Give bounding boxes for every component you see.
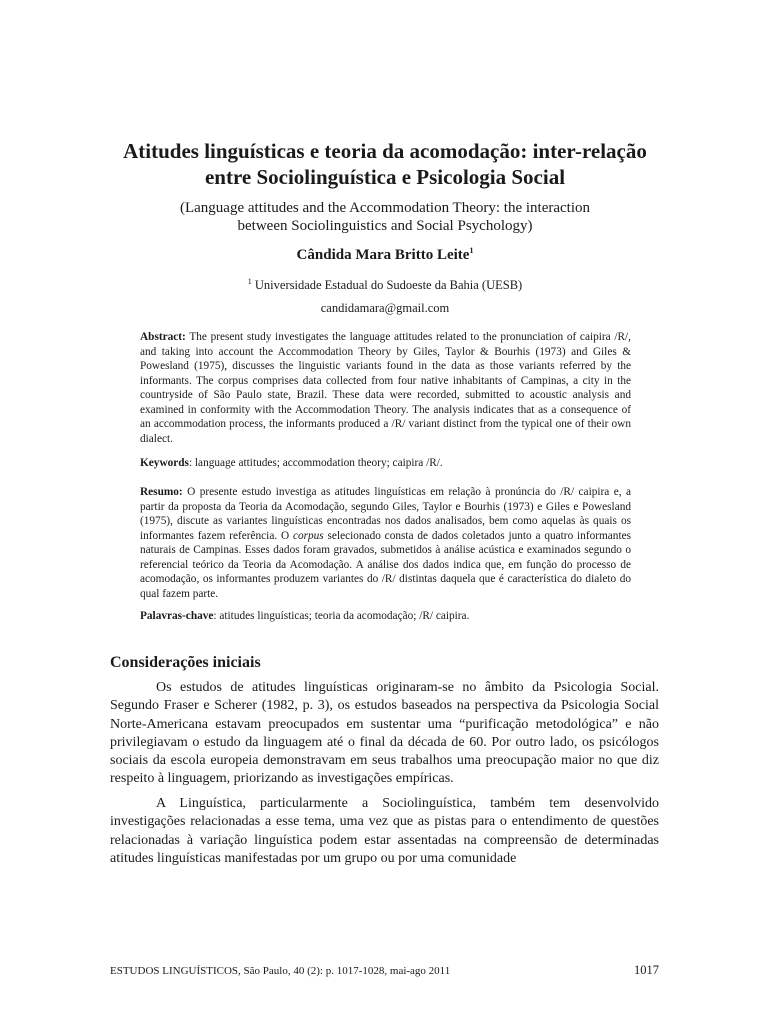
palavras-chave-label: Palavras-chave bbox=[140, 610, 214, 622]
author-footnote-marker: 1 bbox=[469, 246, 474, 255]
paper-title-line-2: entre Sociolinguística e Psicologia Social bbox=[204, 165, 566, 189]
paper-title-line-1: Atitudes linguísticas e teoria da acomodação: inter-relação bbox=[123, 139, 647, 163]
palavras-chave bbox=[140, 609, 631, 624]
keywords-label: Keywords bbox=[140, 457, 189, 469]
abstract bbox=[140, 330, 631, 446]
section-heading: Considerações iniciais bbox=[110, 654, 261, 671]
keywords bbox=[140, 456, 631, 471]
affiliation-text: Universidade Estadual do Sudoeste da Bahia (UESB) bbox=[254, 278, 523, 292]
resumo-text-before: O presente estudo investiga as atitudes linguísticas em relação à pronúncia do /R/ caipira e, a partir da proposta da Teoria da Acomodação, segundo Giles, Taylor e Bourhis (1973) e Giles e Powesland (1975), discute as variantes linguísticas encontradas nos dados analisados, bem como aquelas às quais os informantes fazem referência. O bbox=[140, 486, 631, 542]
keywords-text: : language attitudes; accommodation theory; caipira /R/. bbox=[188, 457, 443, 469]
resumo-text-after: selecionado consta de dados coletados junto a quatro informantes naturais de Campinas. Esses dados foram gravados, submetidos à análise acústica e examinados segundo o referencial teórico da Teoria da Acomodação. A análise dos dados indica que, em função do processo de acomodação, os informantes produzem variantes do /R/ distintas daquela que é característica do dialeto do qual fazem parte. bbox=[140, 529, 631, 600]
paper-subtitle-line-1: (Language attitudes and the Accommodation Theory: the interaction bbox=[179, 200, 590, 216]
resumo-label: Resumo: bbox=[140, 486, 183, 498]
body-paragraph-2-text: A Linguística, particularmente a Sociolinguística, também tem desenvolvido investigações relacionadas a esse tema, uma vez que as pistas para o entendimento de questões relacionadas à variação linguística podem estar assentadas na compreensão de determinadas atitudes linguísticas manifestadas por um grupo ou por uma comunidade bbox=[110, 796, 659, 866]
affiliation-footnote-marker: 1 bbox=[247, 276, 252, 286]
author-email: candidamara@gmail.com bbox=[320, 301, 450, 315]
resumo bbox=[140, 485, 631, 601]
abstract-label: Abstract: bbox=[140, 331, 186, 343]
palavras-chave-text: : atitudes linguísticas; teoria da acomodação; /R/ caipira. bbox=[213, 610, 470, 622]
body-paragraph-2 bbox=[110, 795, 659, 868]
footer-page-number: 1017 bbox=[634, 963, 659, 977]
paper-subtitle-line-2: between Sociolinguistics and Social Psychology) bbox=[237, 218, 533, 234]
author bbox=[140, 247, 630, 264]
author-name: Cândida Mara Britto Leite bbox=[296, 247, 470, 263]
resumo-italic-term: corpus bbox=[292, 529, 324, 542]
body-paragraph-1-text: Os estudos de atitudes linguísticas originaram-se no âmbito da Psicologia Social. Segundo Fraser e Scherer (1982, p. 3), os estudos baseados na perspectiva da Psicologia Social Norte-Americana estavam preocupados em sustentar uma “purificação metodológica” e não privilegiavam o estudo da linguagem até o final da década de 60. Por outro lado, os psicólogos sociais da escola europeia demonstravam em seus trabalhos uma preocupação maior no que diz respeito à linguagem, priorizando as investigações empíricas. bbox=[110, 680, 659, 787]
abstract-text: The present study investigates the language attitudes related to the pronunciation of caipira /R/, and taking into account the Accommodation Theory by Giles, Taylor & Bourhis (1973) and Giles & Powesland (1975), discusses the linguistic variants found in the data as those variants referred by the informants. The corpus comprises data collected from four native inhabitants of Campinas, a city in the countryside of São Paulo state, Brazil. These data were recorded, submitted to acoustic analysis and examined in conformity with the Accommodation Theory. The analysis indicates that as a consequence of an accommodation process, the informants produced a /R/ variant distinct from the typical one of their own dialect. bbox=[140, 331, 631, 445]
paper-subtitle bbox=[120, 199, 650, 235]
affiliation bbox=[140, 278, 630, 293]
footer-journal: ESTUDOS LINGUÍSTICOS, São Paulo, 40 (2): p. 1017-1028, mai-ago 2011 bbox=[110, 965, 451, 977]
paper-title bbox=[90, 138, 680, 190]
body-paragraph-1 bbox=[110, 679, 659, 789]
